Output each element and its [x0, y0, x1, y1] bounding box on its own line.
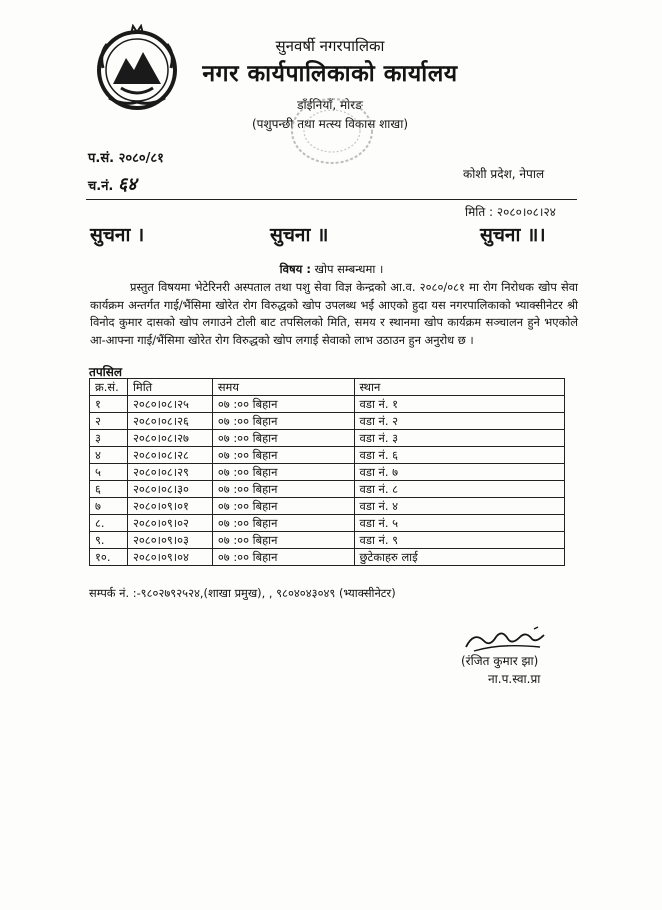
cell-location: वडा नं. ७: [354, 464, 564, 481]
nepal-emblem-icon: [93, 24, 181, 112]
municipality-name: सुनवर्षी नगरपालिका: [275, 37, 385, 55]
table-row: [90, 532, 565, 549]
header-location: स्थान: [354, 379, 564, 396]
header-time: समय: [212, 379, 354, 396]
notice-heading-3: सुचना ॥।: [480, 224, 546, 246]
cell-serial: ३: [90, 430, 128, 447]
cell-date: २०८०।०८।३०: [127, 481, 212, 498]
date-line: मिति : २०८०।०८।२४: [465, 205, 556, 219]
subject-line: [86, 262, 577, 277]
cell-location: वडा नं. ३: [354, 430, 564, 447]
section-name: (पशुपन्छी तथा मत्स्य विकास शाखा): [251, 117, 409, 131]
cell-date: २०८०।०८।२८: [127, 447, 212, 464]
body-paragraph: प्रस्तुत विषयमा भेटेरिनरी अस्पताल तथा पशु सेवा विज्ञ केन्द्रको आ.व. २०८०/०८१ मा रोग निरोधक खोप सेवा कार्यक्रम अन्तर्गत गाई/भैंसिमा खोरेत रोग विरुद्धको खोप उपलब्ध भई आएको हुदा यस नगरपालिकाको भ्याक्सीनेटर श्री विनोद कुमार दासको खोप लगाउने टोली बाट तपसिलको मिति, समय र स्थानमा खोप कार्यक्रम सञ्चालन हुने भएकोले आ-आफ्ना गाई/भैंसिमा खोरेत रोग विरुद्धको खोप लगाई सेवाको लाभ उठाउन हुन अनुरोध छ ।: [90, 280, 578, 347]
cell-location: वडा नं. ५: [354, 515, 564, 532]
cell-serial: ७: [90, 498, 128, 515]
cell-serial: ६: [90, 481, 128, 498]
cell-time: ०७ :०० बिहान: [212, 481, 354, 498]
notice-heading-2: सुचना ॥: [270, 224, 329, 246]
dispatch-label: च.नं.: [88, 179, 114, 194]
dispatch-value: ६४: [117, 174, 137, 195]
signatory-name: (रंजित कुमार झा): [461, 654, 539, 668]
office-address: डाँईनियाँ, मोरङ: [297, 98, 363, 112]
subject-text: खोप सम्बन्धमा ।: [314, 262, 384, 276]
schedule-title: तपसिल: [89, 365, 123, 379]
cell-time: ०७ :०० बिहान: [212, 549, 354, 566]
cell-date: २०८०।०८।२५: [127, 396, 212, 413]
header-serial: क्र.सं.: [90, 379, 128, 396]
cell-location: वडा नं. १: [354, 396, 564, 413]
cell-serial: १०.: [90, 549, 128, 566]
cell-location: वडा नं. ८: [354, 481, 564, 498]
table-row: [90, 396, 565, 413]
cell-serial: ४: [90, 447, 128, 464]
table-row: [90, 498, 565, 515]
cell-time: ०७ :०० बिहान: [212, 396, 354, 413]
table-row: [90, 515, 565, 532]
table-row: [90, 413, 565, 430]
cell-date: २०८०।०९।०३: [127, 532, 212, 549]
cell-time: ०७ :०० बिहान: [212, 413, 354, 430]
province-line: कोशी प्रदेश, नेपाल: [463, 167, 545, 181]
cell-time: ०७ :०० बिहान: [212, 515, 354, 532]
cell-serial: ८.: [90, 515, 128, 532]
cell-date: २०८०।०९।०१: [127, 498, 212, 515]
cell-location: वडा नं. ४: [354, 498, 564, 515]
cell-location: वडा नं. ९: [354, 532, 564, 549]
header-date: मिति: [127, 379, 212, 396]
cell-time: ०७ :०० बिहान: [212, 498, 354, 515]
cell-time: ०७ :०० बिहान: [212, 532, 354, 549]
cell-date: २०८०।०८।२९: [127, 464, 212, 481]
cell-time: ०७ :०० बिहान: [212, 447, 354, 464]
contact-line: सम्पर्क नं. :-९८०२७९२५२४,(शाखा प्रमुख), , ९८०४०४३०४९ (भ्याक्सीनेटर): [89, 586, 396, 600]
cell-location: वडा नं. ६: [354, 447, 564, 464]
office-stamp-icon: [289, 96, 375, 166]
table-row: [90, 464, 565, 481]
cell-location: छुटेकाहरु लाई: [354, 549, 564, 566]
cell-location: वडा नं. २: [354, 413, 564, 430]
cell-date: २०८०।०९।०४: [127, 549, 212, 566]
signatory-post: ना.प.स्वा.प्रा: [488, 672, 541, 686]
table-row: [90, 430, 565, 447]
cell-serial: २: [90, 413, 128, 430]
table-header-row: [90, 379, 565, 396]
cell-time: ०७ :०० बिहान: [212, 430, 354, 447]
schedule-table: [89, 378, 565, 566]
header-divider: [86, 199, 577, 200]
table-row: [90, 447, 565, 464]
cell-date: २०८०।०८।२६: [127, 413, 212, 430]
cell-serial: ९.: [90, 532, 128, 549]
notice-heading-1: सुचना ।: [90, 224, 145, 246]
subject-label: विषय :: [279, 262, 311, 276]
cell-date: २०८०।०८।२७: [127, 430, 212, 447]
cell-serial: १: [90, 396, 128, 413]
cell-serial: ५: [90, 464, 128, 481]
letter-number: प.सं. २०८०/८१: [88, 151, 164, 166]
cell-time: ०७ :०० बिहान: [212, 464, 354, 481]
table-row: [90, 481, 565, 498]
table-row: [90, 549, 565, 566]
office-title: नगर कार्यपालिकाको कार्यालय: [202, 61, 458, 87]
dispatch-number: [88, 172, 137, 196]
cell-date: २०८०।०९।०२: [127, 515, 212, 532]
